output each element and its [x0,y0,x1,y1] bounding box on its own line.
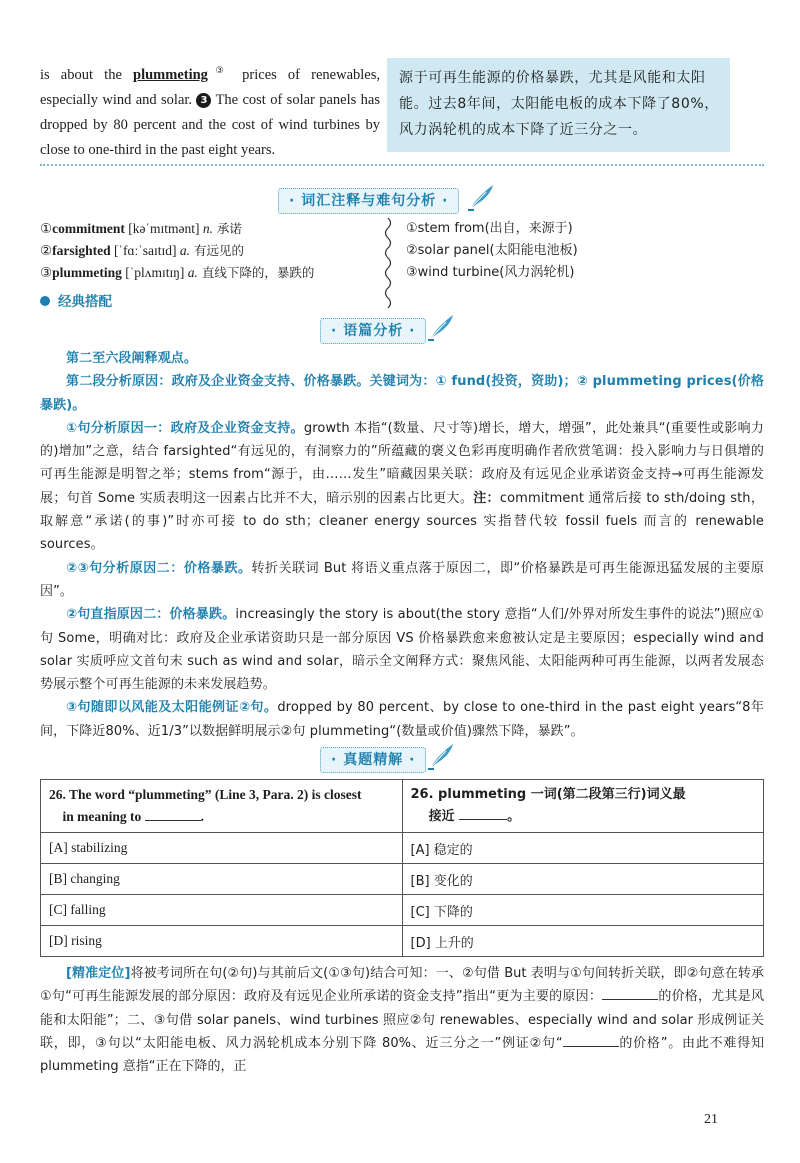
analysis-sentence3: ③句随即以风能及太阳能例证②句。dropped by 80 percent、by close to one-third in the past eight years“8年间，下降近80%、近1/3”以数据鲜明展示②句 plummeting“(数量或价值)骤然下降，暴跌”。 [40,700,764,739]
quill-icon [426,312,456,342]
phrase-item: ③wind turbine(风力涡轮机) [406,265,575,280]
analysis-sentence2: ②句直指原因二：价格暴跌。increasingly the story is about(the story 意指“人们/外界对所发生事件的说法”)照应①句 Some，明确对比：政府及企业承诺资助只是一部分原因 VS 价格暴跌愈来愈被认定是主要原因；especially wind and solar 实质呼应文首句末 such as wind and solar，暗示全文阐释方式：聚焦风能、太阳能两种可再生能源，以两者发展态势展示整个可再生能源的未来发展趋势。 [40,607,764,693]
option-d-cn: [D] 上升的 [402,926,764,957]
option-c-cn: [C] 下降的 [402,895,764,926]
phrase-list [406,218,578,284]
bullet-icon [40,296,50,306]
question-row [41,780,764,833]
answer-blank [563,1033,619,1047]
section-divider [40,164,764,166]
option-row [41,833,764,864]
discourse-analysis [40,347,764,743]
classic-collocations-heading: 经典搭配 [40,290,112,310]
question-table [40,779,764,957]
analysis-header [320,318,426,344]
keyword-plummeting: plummeting [133,66,208,83]
option-a-cn: [A] 稳定的 [402,833,764,864]
quill-icon [466,182,496,212]
option-a-en: [A] stabilizing [41,833,403,864]
question-en: 26. The word “plummeting” (Line 3, Para. 2) is closest in meaning to . [41,780,403,833]
analysis-intro: 第二至六段阐释观点。 [66,351,198,366]
quill-icon [426,741,456,771]
analysis-header-label: · 语篇分析 · [320,318,426,344]
analysis-sentence23: ②③句分析原因二：价格暴跌。转折关联词 But 将语义重点落于原因二，即“价格暴跌是可再生能源迅猛发展的主要原因”。 [40,560,764,599]
footnote-mark: ③ [207,65,232,75]
answer-blank [602,986,658,1000]
analysis-para2-summary: 第二段分析原因：政府及企业资金支持、价格暴跌。关键词为：① fund(投资，资助)；② plummeting prices(价格暴跌)。 [40,374,764,413]
passage-part-3: The cost of solar panels has dropped by 80 percent and the cost of wind turbines by close to one-third in the past eight years. [40,91,380,158]
option-b-cn: [B] 变化的 [402,864,764,895]
translation-box: 源于可再生能源的价格暴跌，尤其是风能和太阳能。过去8年间，太阳能电板的成本下降了80%，风力涡轮机的成本下降了近三分之一。 [387,58,730,152]
exam-header-label: · 真题精解 · [320,747,426,773]
vocab-list [40,218,314,284]
answer-blank [459,806,507,820]
option-c-en: [C] falling [41,895,403,926]
exam-header [320,747,426,773]
precise-location-explanation: [精准定位]将被考词所在句(②句)与其前后文(①③句)结合可知：一、②句借 But 表明与①句间转折关联，即②句意在转承①句“可再生能源发展的部分原因：政府及有远见企业所承诺的资金支持”指出“更为主要的原因： 的价格，尤其是风能和太阳能”；二、③句借 solar panels、wind turbines 照应②句 renewables、especially wind and solar 形成例证关联，即，③句以“太阳能电板、风力涡轮机成本分别下降 80%、近三分之一”例证②句“ 的价格”。由此不难得知 plummeting 意指“正在下降的，正 [40,966,764,1075]
page-number: 21 [704,1112,718,1127]
option-d-en: [D] rising [41,926,403,957]
vocab-item: ①commitment [kəˈmɪtmənt] n. 承诺 [40,221,242,236]
analysis-sentence1: ①句分析原因一：政府及企业资金支持。growth 本指“(数量、尺寸等)增长，增大，增强”，此处兼具“(重要性或影响力的)增加”之意，结合 farsighted“有远见的，有洞察力的”所蕴藏的褒义色彩再度明确作者欣赏笔调：投入影响力与日俱增的可再生能源是明智之举；stems from“源于，由……发生”暗藏因果关联：政府及有远见企业承诺资金支持→可再生能源发展；句首 Some 实质表明这一因素占比并不大，暗示别的因素占比更大。注：commitment 通常后接 to sth/doing sth，取解意“承诺(的事)”时亦可接 to do sth；cleaner energy sources 实指替代较 fossil fuels 而言的 renewable sources。 [40,420,764,553]
passage-text [40,58,380,163]
question-cn: 26. plummeting 一词(第二段第三行)词义最 接近 。 [402,780,764,833]
explain-label: [精准定位] [66,966,131,981]
sentence-number-badge: 3 [196,93,211,108]
option-row [41,864,764,895]
wavy-divider [381,218,395,308]
option-row [41,926,764,957]
phrase-item: ②solar panel(太阳能电池板) [406,243,578,258]
phrase-item: ①stem from(出自，来源于) [406,221,573,236]
vocab-item: ②farsighted [ˈfɑːˈsaɪtɪd] a. 有远见的 [40,243,245,258]
passage-part-2: prices of renewables, especially wind and solar. [40,66,380,108]
vocab-header [278,188,459,214]
vocab-item: ③plummeting [ˈplʌmɪtɪŋ] a. 直线下降的，暴跌的 [40,265,315,280]
passage-part-1: is about the [40,66,134,83]
answer-blank [145,807,201,821]
option-row [41,895,764,926]
vocab-header-label: · 词汇注释与难句分析 · [278,188,459,214]
option-b-en: [B] changing [41,864,403,895]
